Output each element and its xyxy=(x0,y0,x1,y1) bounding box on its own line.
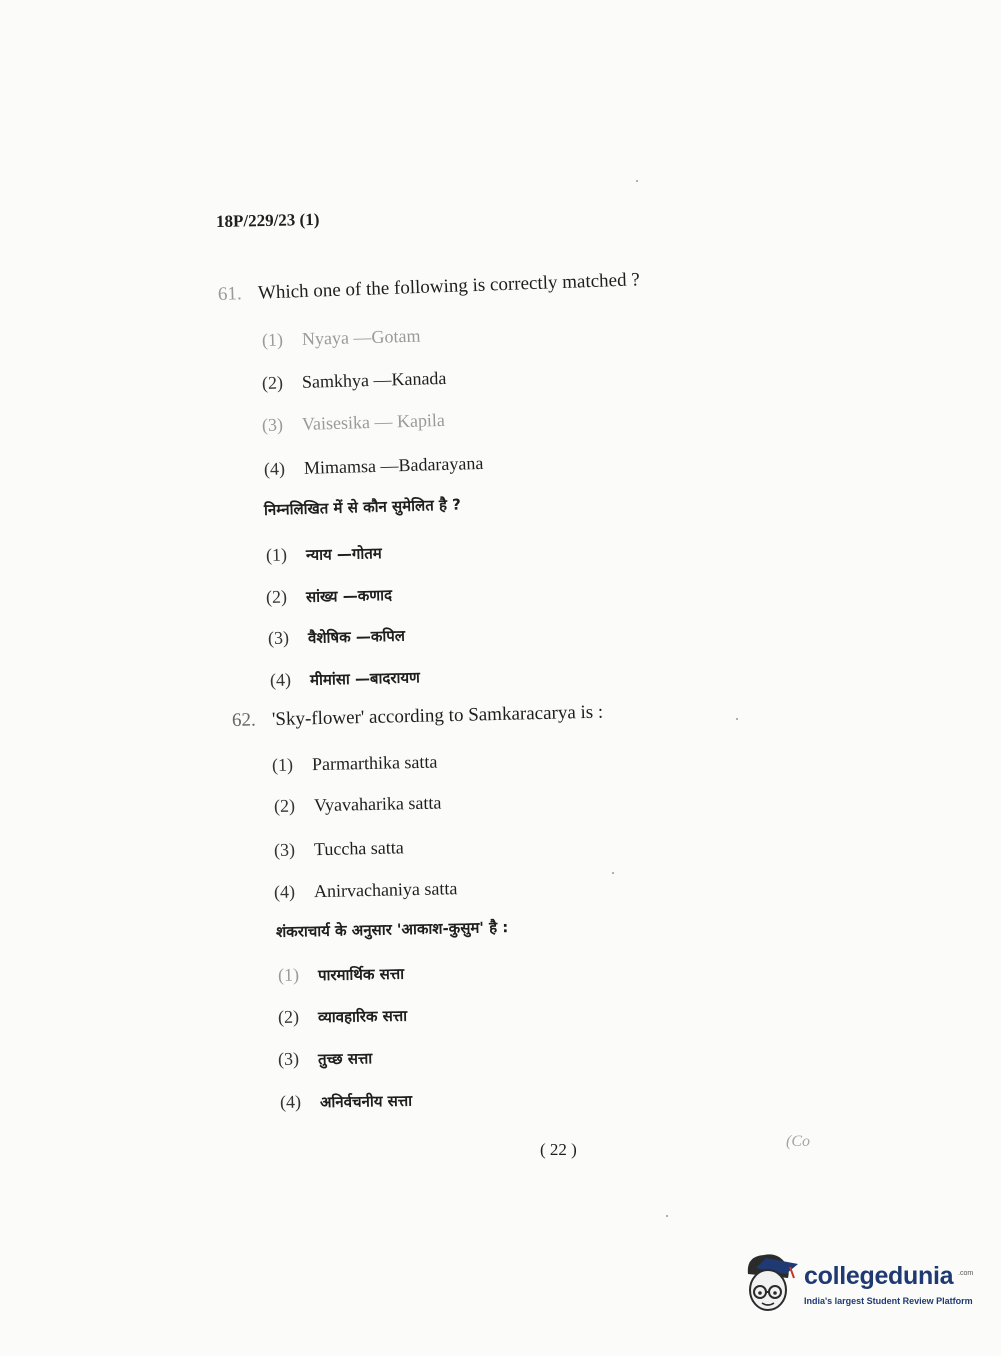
question-number: 61. xyxy=(217,283,243,305)
q61-option-4-en: (4) Mimamsa —Badarayana xyxy=(263,452,484,479)
q61-text-hi: निम्नलिखित में से कौन सुमेलित है ? xyxy=(263,495,462,519)
q61-option-4-hi: (4) मीमांसा —बादरायण xyxy=(269,668,421,690)
brand-domain: .com xyxy=(958,1270,974,1277)
q61-option-2-hi: (2) सांख्य —कणाद xyxy=(265,585,393,607)
brand-name: collegedunia xyxy=(804,1262,954,1290)
mascot-icon xyxy=(742,1250,802,1316)
paper-code: 18P/229/23 (1) xyxy=(215,209,320,231)
q62-option-1-hi: (1) पारमार्थिक सत्ता xyxy=(277,964,405,985)
q61-option-1-hi: (1) न्याय —गोतम xyxy=(265,544,382,565)
q61-option-2-en: (2) Samkhya —Kanada xyxy=(261,367,447,393)
scan-speck xyxy=(736,718,738,720)
question-text: Which one of the following is correctly matched ? xyxy=(257,269,641,304)
q62-option-2-hi: (2) व्यावहारिक सत्ता xyxy=(277,1006,408,1027)
scan-speck xyxy=(666,1215,668,1217)
scan-speck xyxy=(636,180,638,182)
question-number: 62. xyxy=(231,709,256,731)
q62-option-1-en: (1) Parmarthika satta xyxy=(271,751,438,775)
question-text: 'Sky-flower' according to Samkaracarya is : xyxy=(271,701,604,731)
brand-tagline: India's largest Student Review Platform xyxy=(804,1296,973,1306)
q61-option-1-en: (1) Nyaya —Gotam xyxy=(261,325,421,350)
question-61 xyxy=(218,269,640,306)
q62-option-3-en: (3) Tuccha satta xyxy=(273,837,404,860)
q62-option-2-en: (2) Vyavaharika satta xyxy=(273,792,442,816)
q62-option-4-en: (4) Anirvachaniya satta xyxy=(273,878,458,902)
q61-option-3-en: (3) Vaisesika — Kapila xyxy=(261,409,446,435)
q61-option-3-hi: (3) वैशेषिक —कपिल xyxy=(267,626,406,648)
collegedunia-logo xyxy=(742,1250,972,1320)
q62-option-4-hi: (4) अनिर्वचनीय सत्ता xyxy=(279,1091,413,1112)
question-62 xyxy=(232,702,604,732)
scan-speck xyxy=(612,872,614,874)
continued-marker: (Co xyxy=(786,1133,810,1150)
page-number: ( 22 ) xyxy=(540,1140,577,1159)
q62-option-3-hi: (3) तुच्छ सत्ता xyxy=(277,1048,373,1069)
q62-text-hi: शंकराचार्य के अनुसार 'आकाश-कुसुम' है : xyxy=(275,918,509,941)
